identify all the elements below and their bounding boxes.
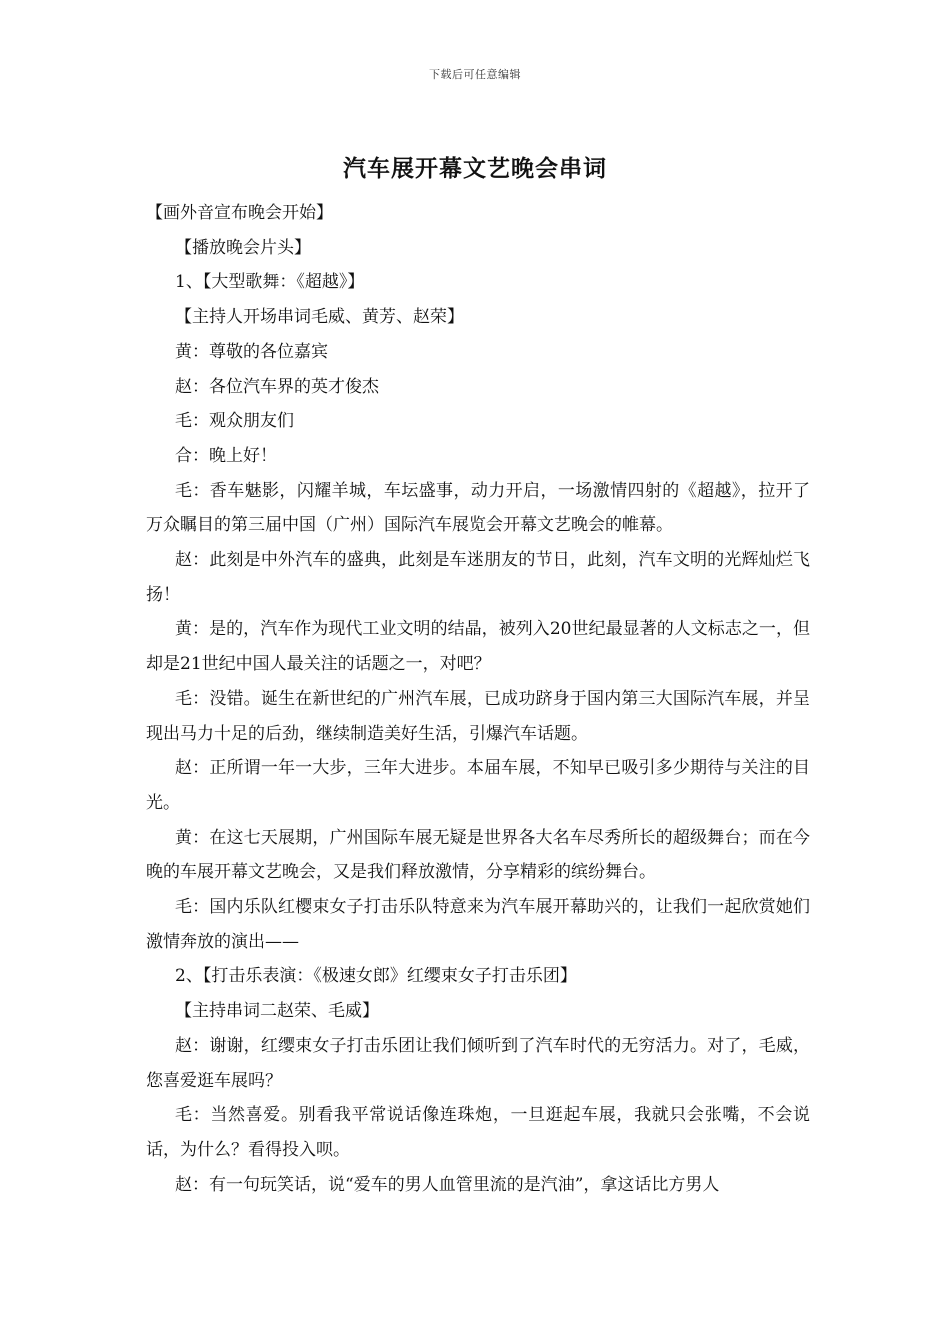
paragraph: 【主持串词二赵荣、毛威】 — [175, 1001, 379, 1022]
paragraph: 赵：各位汽车界的英才俊杰 — [175, 376, 379, 397]
paragraph: 黄：是的，汽车作为现代工业文明的结晶，被列入20世纪最显著的人文标志之一，但却是21世纪中国人最关注的话题之一，对吧？ — [146, 619, 810, 675]
paragraph: 【播放晚会片头】 — [175, 237, 311, 258]
paragraph: 赵：正所谓一年一大步，三年大进步。本届车展，不知早已吸引多少期待与关注的目光。 — [146, 758, 810, 813]
paragraph: 毛：当然喜爱。别看我平常说话像连珠炮，一旦逛起车展，我就只会张嘴，不会说话，为什么？看得投入呗。 — [146, 1105, 810, 1160]
paragraph: 赵：谢谢，红缨束女子打击乐团让我们倾听到了汽车时代的无穷活力。对了，毛威，您喜爱逛车展吗？ — [146, 1035, 810, 1091]
paragraph: 【主持人开场串词毛威、黄芳、赵荣】 — [175, 307, 464, 328]
paragraph: 毛：国内乐队红樱束女子打击乐队特意来为汽车展开幕助兴的，让我们一起欣赏她们激情奔放的演出—— — [146, 897, 810, 952]
header-note: 下载后可任意编辑 — [429, 68, 521, 81]
paragraph: 1、【大型歌舞：《超越》】 — [175, 272, 365, 293]
paragraph: 赵：此刻是中外汽车的盛典，此刻是车迷朋友的节日，此刻，汽车文明的光辉灿烂飞扬！ — [146, 550, 810, 605]
paragraph: 【画外音宣布晚会开始】 — [146, 203, 333, 223]
paragraph: 毛：香车魅影，闪耀羊城，车坛盛事，动力开启，一场激情四射的《超越》，拉开了万众瞩目的第三届中国（广州）国际汽车展览会开幕文艺晚会的帷幕。 — [146, 480, 810, 536]
paragraph: 毛：观众朋友们 — [175, 411, 294, 432]
paragraph: 合：晚上好！ — [175, 445, 277, 466]
paragraph: 2、【打击乐表演：《极速女郎》红缨束女子打击乐团】 — [175, 966, 577, 987]
paragraph: 黄：在这七天展期，广州国际车展无疑是世界各大名车尽秀所长的超级舞台；而在今晚的车展开幕文艺晚会，又是我们释放激情，分享精彩的缤纷舞台。 — [146, 827, 810, 883]
paragraph: 赵：有一句玩笑话，说“爱车的男人血管里流的是汽油”，拿这话比方男人 — [175, 1174, 720, 1195]
paragraph: 黄：尊敬的各位嘉宾 — [175, 341, 328, 362]
document-title: 汽车展开幕文艺晚会串词 — [343, 155, 607, 182]
paragraph: 毛：没错。诞生在新世纪的广州汽车展，已成功跻身于国内第三大国际汽车展，并呈现出马力十足的后劲，继续制造美好生活，引爆汽车话题。 — [146, 688, 810, 744]
document-body — [146, 196, 810, 1202]
